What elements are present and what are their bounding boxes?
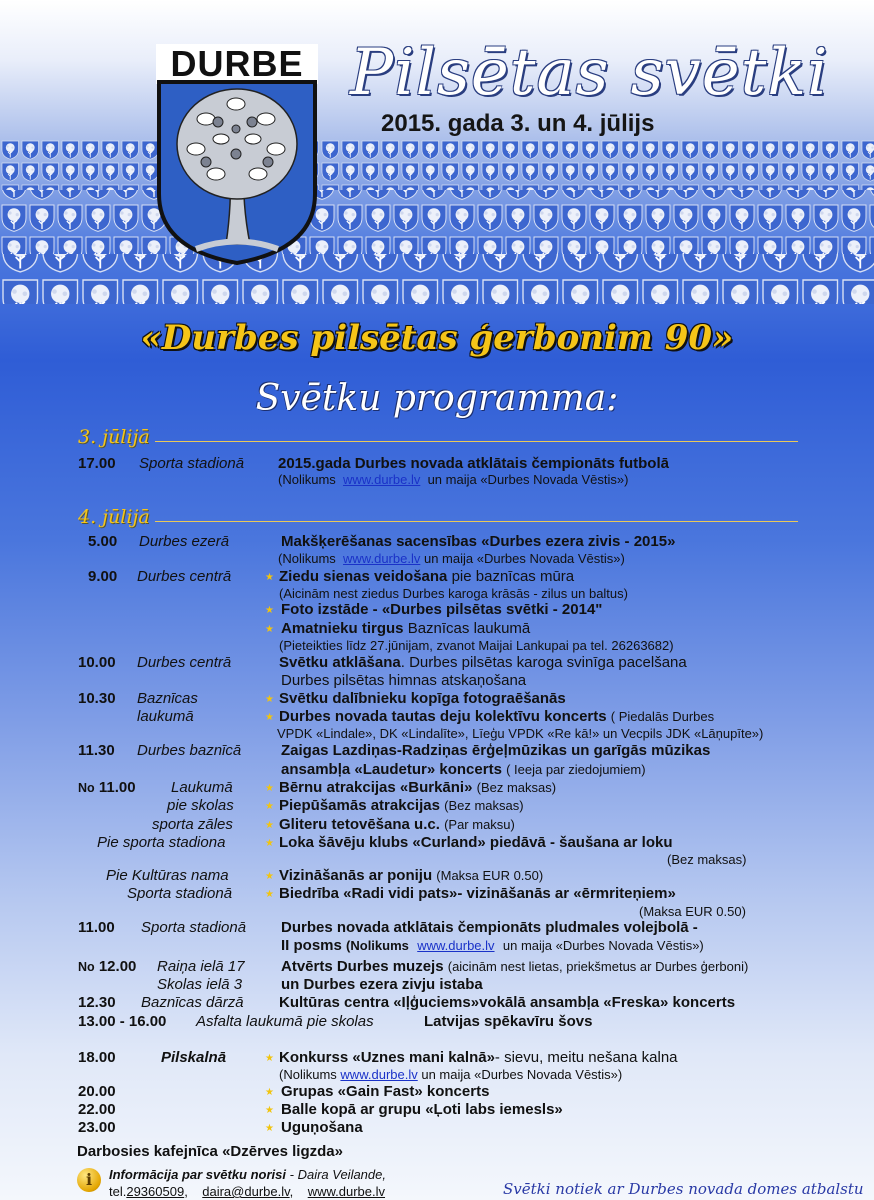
event-title: Amatnieku tirgus xyxy=(281,620,404,637)
event-note: ( Piedalās Durbes xyxy=(610,709,715,724)
star-icon: ★ xyxy=(265,783,274,794)
time-value: 12.00 xyxy=(98,958,137,975)
star-icon: ★ xyxy=(265,605,274,616)
note-text: un maija «Durbes Novada Vēstis») xyxy=(423,551,625,566)
festival-dates: 2015. gada 3. un 4. jūlijs xyxy=(381,110,655,137)
event-place: pie skolas xyxy=(167,797,234,814)
star-icon: ★ xyxy=(265,624,274,635)
star-icon: ★ xyxy=(265,838,274,849)
event-place: Durbes ezerā xyxy=(139,533,230,550)
event-time xyxy=(78,958,136,976)
event-place: Baznīcas xyxy=(137,690,198,707)
event-place: Skolas ielā 3 xyxy=(157,976,243,993)
motto: «Durbes pilsētas ģerbonim 90» xyxy=(140,318,734,358)
event-title: Svētku dalībnieku kopīga fotograēšanās xyxy=(279,690,566,707)
event-detail: Baznīcas laukumā xyxy=(407,620,531,637)
event-line xyxy=(279,797,524,815)
event-note: (Bez maksas) xyxy=(667,852,747,867)
town-name: DURBE xyxy=(170,43,304,84)
note-text: un maija «Durbes Novada Vēstis») xyxy=(427,472,629,487)
event-title: Biedrība «Radi vidi pats»- vizināšanās ar «ērmriteņiem» xyxy=(279,885,676,902)
event-note: (Par maksu) xyxy=(444,817,515,832)
event-time: 10.30 xyxy=(78,690,116,707)
event-place: Asfalta laukumā pie skolas xyxy=(196,1013,374,1030)
event-time: 13.00 - 16.00 xyxy=(78,1013,167,1030)
event-time: 9.00 xyxy=(88,568,118,585)
star-icon: ★ xyxy=(265,1123,274,1134)
note-text: (Nolikums xyxy=(279,1067,337,1082)
event-note: (Bez maksas) xyxy=(444,798,524,813)
event-title: Grupas «Gain Fast» koncerts xyxy=(281,1083,490,1100)
event-time: 23.00 xyxy=(78,1119,116,1136)
event-time xyxy=(78,779,136,797)
event-title: Konkurss «Uznes mani kalnā» xyxy=(279,1049,495,1066)
star-icon: ★ xyxy=(265,801,274,812)
event-title: Uguņošana xyxy=(281,1119,363,1136)
event-line xyxy=(281,958,748,976)
star-icon: ★ xyxy=(265,572,274,583)
event-detail: - sievu, meitu nešana kalna xyxy=(494,1049,678,1066)
star-icon: ★ xyxy=(265,694,274,705)
star-icon: ★ xyxy=(265,820,274,831)
event-title: Bērnu atrakcijas «Burkāni» xyxy=(279,779,473,796)
event-title: un Durbes ezera zivju istaba xyxy=(281,976,483,993)
event-time: 18.00 xyxy=(78,1049,116,1066)
event-title: Atvērts Durbes muzejs xyxy=(281,958,444,975)
event-title: Gliteru tetovēšana u.c. xyxy=(279,816,440,833)
event-line xyxy=(281,620,530,638)
event-title: Durbes novada tautas deju kolektīvu koncerts xyxy=(279,708,607,725)
event-detail: Durbes pilsētas himnas atskaņošana xyxy=(281,672,527,689)
event-line xyxy=(279,1049,678,1067)
event-title: 2015.gada Durbes novada atklātais čempionāts futbolā xyxy=(278,455,669,472)
star-icon: ★ xyxy=(265,1105,274,1116)
event-place: Durbes baznīcā xyxy=(137,742,242,759)
event-time: 22.00 xyxy=(78,1101,116,1118)
event-time: 12.30 xyxy=(78,994,116,1011)
info-line xyxy=(109,1166,386,1184)
tel-prefix: tel. xyxy=(109,1184,127,1199)
event-note: VPDK «Lindale», DK «Lindalīte», Līeģu VPDK «Re kā!» un Vecpils JDK «Lāņupīte») xyxy=(277,726,764,741)
day-label: 3. jūlijā xyxy=(78,426,150,448)
event-time: 11.30 xyxy=(78,742,115,759)
event-time: 20.00 xyxy=(78,1083,116,1100)
festival-title: Pilsētas svētki xyxy=(350,36,829,110)
event-note: (Maksa EUR 0.50) xyxy=(639,904,746,919)
time-value: 11.00 xyxy=(98,779,136,796)
event-note xyxy=(278,550,625,568)
website-link[interactable]: www.durbe.lv xyxy=(343,551,421,566)
event-line xyxy=(279,816,515,834)
note-text: (Nolikums xyxy=(346,938,409,953)
contact-line: tel.29360509, daira@durbe.lv, www.durbe.lv xyxy=(109,1184,386,1199)
event-place: laukumā xyxy=(137,708,194,725)
event-detail: . Durbes pilsētas karoga svinīga pacelšana xyxy=(400,654,687,671)
day-label: 4. jūlijā xyxy=(78,506,150,528)
event-time: 5.00 xyxy=(88,533,118,550)
divider xyxy=(155,441,798,442)
email-link[interactable]: daira@durbe.lv xyxy=(202,1184,290,1199)
note-text: (Nolikums xyxy=(278,551,336,566)
website-link[interactable]: www.durbe.lv xyxy=(417,938,495,953)
event-title: Piepūšamās atrakcijas xyxy=(279,797,440,814)
info-label: Informācija par svētku norisi xyxy=(109,1167,287,1182)
event-place: Pilskalnā xyxy=(161,1049,227,1066)
event-title: Vizināšanās ar poniju xyxy=(279,867,433,884)
event-note xyxy=(279,1066,622,1084)
website-link[interactable]: www.durbe.lv xyxy=(343,472,421,487)
event-line xyxy=(279,708,714,726)
event-time: 10.00 xyxy=(78,654,116,671)
star-icon: ★ xyxy=(265,1053,274,1064)
info-icon: i xyxy=(77,1168,101,1192)
event-note: (Maksa EUR 0.50) xyxy=(436,868,544,883)
event-title: Foto izstāde - «Durbes pilsētas svētki - 2014" xyxy=(281,601,603,618)
event-place: Sporta stadionā xyxy=(127,885,233,902)
star-icon: ★ xyxy=(265,889,274,900)
note-text: un maija «Durbes Novada Vēstis») xyxy=(502,938,704,953)
star-icon: ★ xyxy=(265,871,274,882)
event-place: sporta zāles xyxy=(152,816,233,833)
event-note: (Aicinām nest ziedus Durbes karoga krāsās - zilus un baltus) xyxy=(279,586,628,601)
event-place: Raiņa ielā 17 xyxy=(157,958,245,975)
cafe-note: Darbosies kafejnīca «Dzērves ligzda» xyxy=(77,1143,343,1160)
event-line xyxy=(281,761,646,779)
event-title: Zaigas Lazdiņas-Radziņas ērģeļmūzikas un garīgās mūzikas xyxy=(281,742,711,759)
event-title: ansambļa «Laudetur» koncerts xyxy=(281,761,502,778)
event-place: Durbes centrā xyxy=(137,568,232,585)
event-place: Sporta stadionā xyxy=(141,919,247,936)
crest-pattern-band xyxy=(0,140,874,305)
note-text: un maija «Durbes Novada Vēstis») xyxy=(421,1067,623,1082)
event-title: Ziedu sienas veidošana xyxy=(279,568,448,585)
event-place: Sporta stadionā xyxy=(139,455,245,472)
event-title: Svētku atklāšana xyxy=(279,654,401,671)
info-person: - Daira Veilande, xyxy=(289,1167,386,1182)
event-line xyxy=(279,568,574,586)
event-place: Pie sporta stadiona xyxy=(97,834,226,851)
support-note: Svētki notiek ar Durbes novada domes atbalstu xyxy=(503,1180,864,1198)
event-title: Balle kopā ar grupu «Ļoti labs iemesls» xyxy=(281,1101,563,1118)
event-note: (Pieteikties līdz 27.jūnijam, zvanot Maijai Lankupai pa tel. 26263682) xyxy=(279,638,674,653)
note-text: (Nolikums xyxy=(278,472,336,487)
event-title: Kultūras centra «Iļģuciems»vokālā ansambļa «Freska» koncerts xyxy=(279,994,736,1011)
website-link[interactable]: www.durbe.lv xyxy=(340,1067,418,1082)
event-detail: pie baznīcas mūra xyxy=(451,568,575,585)
event-title: II posms xyxy=(281,937,342,954)
event-title: Makšķerēšanas sacensības «Durbes ezera zivis - 2015» xyxy=(281,533,676,550)
star-icon: ★ xyxy=(265,1087,274,1098)
website-link[interactable]: www.durbe.lv xyxy=(307,1184,386,1199)
event-line xyxy=(279,867,543,885)
star-icon: ★ xyxy=(265,712,274,723)
event-place: Baznīcas dārzā xyxy=(141,994,244,1011)
event-line xyxy=(281,937,704,955)
event-place: Durbes centrā xyxy=(137,654,232,671)
event-line xyxy=(279,779,556,797)
phone-link[interactable]: 29360509 xyxy=(126,1184,185,1199)
event-title: Durbes novada atklātais čempionāts pludmales volejbolā - xyxy=(281,919,698,936)
event-time: 17.00 xyxy=(78,455,116,472)
event-line xyxy=(279,654,687,672)
event-note xyxy=(278,471,628,489)
event-place: Pie Kultūras nama xyxy=(106,867,229,884)
event-note: (aicinām nest lietas, priekšmetus ar Durbes ģerboni) xyxy=(447,959,749,974)
program-title: Svētku programma: xyxy=(255,378,619,419)
event-title: Loka šāvēju klubs «Curland» piedāvā - šaušana ar loku xyxy=(279,834,673,851)
event-place: Laukumā xyxy=(171,779,233,796)
event-time: 11.00 xyxy=(78,919,115,936)
event-note: ( Ieeja par ziedojumiem) xyxy=(506,762,646,777)
divider xyxy=(155,521,798,522)
time-prefix: No xyxy=(78,781,95,795)
time-prefix: No xyxy=(78,960,95,974)
event-note: (Bez maksas) xyxy=(476,780,557,795)
event-title: Latvijas spēkavīru šovs xyxy=(424,1013,593,1030)
